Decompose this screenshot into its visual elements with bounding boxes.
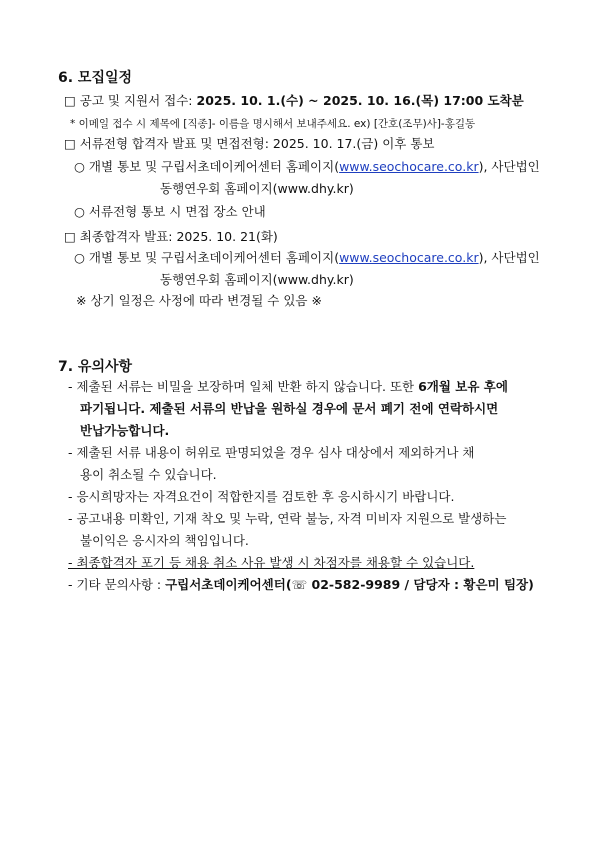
homepage-link-2[interactable]: www.seochocare.co.kr — [339, 250, 479, 265]
notice-item-4: - 공고내용 미확인, 기재 착오 및 누락, 연락 불능, 자격 미비자 지원으로 발생하는 — [68, 511, 507, 526]
interview-notice-line: ○ 서류전형 통보 시 면접 장소 안내 — [74, 204, 266, 219]
schedule-change-note: ※ 상기 일정은 사정에 따라 변경될 수 있음 ※ — [76, 293, 322, 308]
section-7-title: 7. 유의사항 — [58, 359, 133, 375]
apply-email-note: * 이메일 접수 시 제목에 [직종]- 이름을 명시해서 보내주세요. ex) [간호(조무)사]-홍길동 — [70, 118, 476, 130]
notice-item-6 — [68, 576, 534, 594]
apply-period-value: 2025. 10. 1.(수) ~ 2025. 10. 16.(목) 17:00 도착분 — [196, 93, 524, 108]
notify-line-1 — [74, 158, 542, 176]
notify-2-suffix: ), 사단법인 — [478, 250, 540, 265]
apply-period-label: □ 공고 및 지원서 접수: — [64, 93, 197, 108]
apply-period-line — [64, 92, 524, 110]
notify-2-cont: 동행연우회 홈페이지(www.dhy.kr) — [160, 272, 354, 287]
notice-item-1-cont-1: 파기됩니다. 제출된 서류의 반납을 원하실 경우에 문서 폐기 전에 연락하시면 — [80, 401, 499, 416]
notify-1-suffix: ), 사단법인 — [478, 159, 540, 174]
doc-result-line: □ 서류전형 합격자 발표 및 면접전형: 2025. 10. 17.(금) 이후 통보 — [64, 136, 435, 151]
notice-item-1-bold: 6개월 보유 후에 — [418, 379, 508, 394]
notify-1-text — [74, 158, 540, 176]
contact-info: 구립서초데이케어센터(☏ 02-582-9989 / 담당자 : 황은미 팀장) — [165, 577, 534, 592]
notice-item-6-label: - 기타 문의사항 : — [68, 577, 166, 592]
notice-item-2: - 제출된 서류 내용이 허위로 판명되었을 경우 심사 대상에서 제외하거나 채 — [68, 445, 475, 460]
notice-item-1-text: - 제출된 서류는 비밀을 보장하며 일체 반환 하지 않습니다. 또한 — [68, 379, 419, 394]
notify-1-prefix: ○ 개별 통보 및 구립서초데이케어센터 홈페이지( — [74, 159, 340, 174]
homepage-link-1[interactable]: www.seochocare.co.kr — [339, 159, 479, 174]
final-result-line: □ 최종합격자 발표: 2025. 10. 21(화) — [64, 229, 278, 244]
notice-item-5: - 최종합격자 포기 등 채용 취소 사유 발생 시 차점자를 채용할 수 있습니다. — [68, 555, 475, 570]
notice-item-4-cont: 불이익은 응시자의 책임입니다. — [80, 533, 249, 548]
notice-item-3: - 응시희망자는 자격요건이 적합한지를 검토한 후 응시하시기 바랍니다. — [68, 489, 455, 504]
notify-2-prefix: ○ 개별 통보 및 구립서초데이케어센터 홈페이지( — [74, 250, 340, 265]
section-6-title: 6. 모집일정 — [58, 70, 133, 86]
notice-item-2-cont: 용이 취소될 수 있습니다. — [80, 467, 217, 482]
notice-item-1-cont-2: 반납가능합니다. — [80, 423, 170, 438]
notice-item-1 — [68, 378, 508, 396]
notify-1-cont: 동행연우회 홈페이지(www.dhy.kr) — [160, 181, 354, 196]
notify-line-2 — [74, 249, 540, 267]
